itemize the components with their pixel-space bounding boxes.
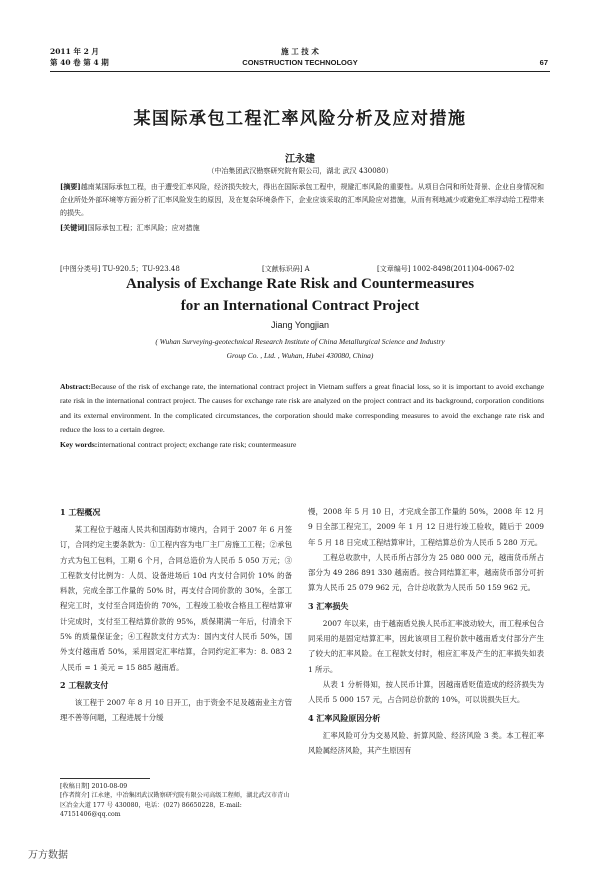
abstract-en-text: Because of the risk of exchange rate, the international contract project in Vietnam suffers a great finacial loss, so it is important to avoid exchange rate risk in the international contract project. The causes for exchange rate risk are analyzed on the project contract and its background, corporation conditions and its external environment. In the complicated circumstances, the corporation should make corresponding measures to avoid the exchange rate risk and reduce the loss to a certain degree. [60, 382, 544, 435]
keywords-cn-text: 国际承包工程；汇率风险；应对措施 [87, 223, 200, 232]
affiliation-cn: （中冶集团武汉勘察研究院有限公司，湖北 武汉 430080） [207, 167, 393, 175]
footnote-received: [收稿日期] 2010-08-09 [60, 783, 128, 790]
right-paragraph-3: 2007 年以来，由于越南盾兑换人民币汇率波动较大，而工程承包合同采用的是固定结算汇率，因此该项目工程价款中越南盾支付部分产生了较大的汇率风险。在工程款支付时，相应汇率及产生的汇率损失如表 1 所示。 [308, 618, 544, 674]
abstract-en-label: Abstract: [60, 382, 91, 391]
author-en: Jiang Yongjian [270, 320, 330, 330]
header-volume: 第 40 卷 第 4 期 [50, 58, 109, 67]
header-rule [50, 71, 550, 72]
left-column [60, 504, 292, 726]
abstract-cn-label: [摘要] [60, 182, 81, 191]
footnote [60, 782, 292, 820]
document-code: [文献标识码] A [262, 265, 310, 273]
header-page-number: 67 [539, 58, 548, 67]
clc-number: [中图分类号] TU-920.5；TU-923.48 [60, 265, 180, 273]
author-cn: 江永建 [285, 154, 315, 165]
abstract-cn-text: 越南某国际承包工程，由于遭受汇率风险，经济损失较大，得出在国际承包工程中，规避汇率风险的重要性。从项目合同和所处背景、企业自身情况和企业所处外部环境等方面分析了汇率风险发生的原因，及在复杂环境条件下，企业应该采取的汇率风险应对措施，从而有利地减少或避免汇率浮动给工程带来的损失。 [60, 183, 545, 218]
right-column [308, 504, 544, 758]
right-paragraph-4: 从表 1 分析得知，按人民币计算，因越南盾贬值造成的经济损失为人民币 5 000 157 元，占合同总价款的 10%，可以说损失巨大。 [308, 679, 544, 705]
header-journal-cn: 施 工 技 术 [281, 47, 319, 56]
right-paragraph-2: 工程总收款中，人民币所占部分为 25 080 000 元，越南货币所占部分为 49 286 891 330 越南盾。按合同结算汇率，越南货币部分可折算为人民币 25 079 962 元，合计总收款为人民币 50 159 962 元。 [308, 552, 544, 593]
abstract-cn [60, 180, 544, 235]
section-3-heading: 3 汇率损失 [308, 600, 349, 611]
section-4-heading: 4 汇率风险原因分析 [308, 712, 381, 723]
footnote-bio: [作者简介] 江永建，中冶集团武汉勘察研究院有限公司高级工程师，湖北武汉市青山区冶金大道 177 号 430080，电话：(027) 86650228，E-mail: 47151406@qq.com [60, 792, 290, 819]
footnote-rule [60, 778, 150, 779]
section-2-paragraph: 该工程于 2007 年 8 月 10 日开工，由于资金不足及越南业主方管理不善等问题，工程进展十分缓 [60, 697, 292, 723]
section-1-heading: 1 工程概况 [60, 507, 101, 517]
keywords-en-text: international contract project; exchange rate risk; countermeasure [97, 439, 297, 449]
right-paragraph-1: 慢，2008 年 5 月 10 日，才完成全部工作量的 50%，2008 年 12 月 9 日全部工程完工，2009 年 1 月 12 日进行竣工验收，随后于 2009 年 5 月 18 日完成工程结算审计，工程结算总价为人民币 5 280 万元。 [308, 507, 544, 547]
section-1-paragraph: 某工程位于越南人民共和国海防市境内，合同于 2007 年 6 月签订，合同约定主要条款为：①工程内容为电厂主厂房施工工程；②承包方式为包工包料，工期 6 个月，合同总造价为人民币 5 050 万元；③工程款支付比例为：人员、设备进场后 10d 内支付合同价 10% 的备料款，完成全部工作量的 50% 时，再支付合同价款的 30%，全部工程完工时，支付至合同造价的 70%，工程竣工验收合格且工程结算审计完成时，支付至工程结算价款的 95%，质保期满一年后，付清余下 5% 的质量保证金；④工程款支付方式为：国内支付人民币 50%，国外支付越南盾 50%，采用固定汇率结算，合同约定汇率为：8. 083 2 人民币 = 1 美元 = 15 885 越南盾。 [60, 525, 292, 672]
watermark: 万方数据 [28, 850, 68, 861]
right-paragraph-5: 汇率风险可分为交易风险、折算风险、经济风险 3 类。本工程汇率风险属经济风险，其产生原因有 [308, 730, 544, 755]
title-en-line2: for an International Contract Project [180, 298, 420, 314]
abstract-en [60, 380, 544, 452]
header-journal-en: CONSTRUCTION TECHNOLOGY [242, 58, 358, 67]
section-2-heading: 2 工程款支付 [60, 679, 109, 690]
title-cn: 某国际承包工程汇率风险分析及应对措施 [133, 109, 467, 129]
affiliation-en-line1: ( Wuhan Surveying-geotechnical Research Institute of China Metallurgical Science and Industry [155, 337, 445, 346]
keywords-en-label: Key words: [60, 439, 98, 449]
article-number: [文章编号] 1002-8498(2011)04-0067-02 [377, 265, 515, 273]
affiliation-en-line2: Group Co. , Ltd. , Wuhan, Hubei 430080, China) [226, 351, 374, 360]
title-en-line1: Analysis of Exchange Rate Risk and Countermeasures [125, 276, 475, 292]
header-date: 2011 年 2 月 [50, 47, 99, 56]
keywords-cn-label: [关键词] [60, 222, 88, 232]
